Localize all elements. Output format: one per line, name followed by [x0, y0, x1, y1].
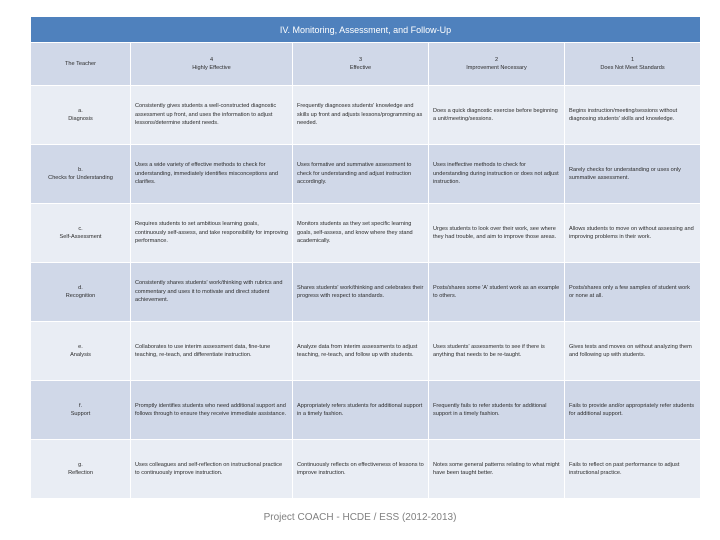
row-label — [31, 204, 131, 263]
table-cell: Analyze data from interim assessments to adjust teaching, re-teach, and follow up with students. — [293, 322, 429, 381]
table-row — [31, 145, 701, 204]
header-label: Effective — [349, 65, 372, 71]
table-cell: Posts/shares only a few samples of student work or none at all. — [565, 263, 701, 322]
table-cell: Gives tests and moves on without analyzing them and following up with students. — [565, 322, 701, 381]
header-label: Highly Effective — [192, 65, 231, 71]
table-cell: Shares students' work/thinking and celebrates their progress with respect to standards. — [293, 263, 429, 322]
row-name: Self-Assessment — [59, 234, 102, 240]
table-title: IV. Monitoring, Assessment, and Follow-Up — [31, 17, 701, 43]
row-name: Recognition — [65, 293, 96, 299]
row-letter: b. — [78, 166, 83, 173]
table-cell: Fails to provide and/or appropriately refer students for additional support. — [565, 381, 701, 440]
header-cell — [429, 43, 565, 86]
header-row — [31, 43, 701, 86]
table-cell: Requires students to set ambitious learning goals, continuously self-assess, and take responsibility for improving performance. — [131, 204, 293, 263]
table-cell: Monitors students as they set specific learning goals, self-assess, and know where they stand academically. — [293, 204, 429, 263]
header-score: 1 — [630, 56, 635, 63]
table-cell: Fails to reflect on past performance to adjust instructional practice. — [565, 440, 701, 499]
row-letter: e. — [78, 343, 83, 350]
row-letter: d. — [78, 284, 83, 291]
footer-text: Project COACH - HCDE / ESS (2012-2013) — [263, 512, 457, 523]
row-name: Diagnosis — [68, 116, 93, 122]
header-cell — [131, 43, 293, 86]
table-row — [31, 86, 701, 145]
table-cell: Continuously reflects on effectiveness of lessons to improve instruction. — [293, 440, 429, 499]
table-cell: Allows students to move on without assessing and improving problems in their work. — [565, 204, 701, 263]
table-cell: Promptly identifies students who need additional support and follows through to ensure they receive immediate assistance. — [131, 381, 293, 440]
header-label: Improvement Necessary — [466, 65, 527, 71]
table-cell: Uses a wide variety of effective methods to check for understanding, immediately identifies misconceptions and clarifies. — [131, 145, 293, 204]
row-name: Reflection — [68, 470, 93, 476]
table-cell: Consistently shares students' work/thinking with rubrics and commentary and uses it to motivate and direct student achievement. — [131, 263, 293, 322]
row-name: Support — [70, 411, 91, 417]
table-cell: Begins instruction/meeting/sessions without diagnosing students' skills and knowledge. — [565, 86, 701, 145]
row-label — [31, 381, 131, 440]
row-name: Analysis — [70, 352, 91, 358]
table-cell: Frequently fails to refer students for additional support in a timely fashion. — [429, 381, 565, 440]
table-cell: Rarely checks for understanding or uses only summative assessment. — [565, 145, 701, 204]
row-letter: a. — [78, 107, 83, 114]
row-label — [31, 263, 131, 322]
rubric-table — [30, 16, 701, 499]
table-row — [31, 381, 701, 440]
table-row — [31, 204, 701, 263]
corner-label: The Teacher — [31, 43, 131, 86]
header-score: 3 — [358, 56, 363, 63]
row-name: Checks for Understanding — [48, 175, 113, 181]
table-row — [31, 322, 701, 381]
table-cell: Uses colleagues and self-reflection on instructional practice to continuously improve instruction. — [131, 440, 293, 499]
table-cell: Uses students' assessments to see if there is anything that needs to be re-taught. — [429, 322, 565, 381]
row-label — [31, 86, 131, 145]
header-label: Does Not Meet Standards — [600, 65, 665, 71]
header-cell — [565, 43, 701, 86]
table-cell: Consistently gives students a well-constructed diagnostic assessment up front, and uses the information to adjust lessons/determine student needs. — [131, 86, 293, 145]
row-label — [31, 440, 131, 499]
row-letter: g. — [78, 461, 83, 468]
table-row — [31, 440, 701, 499]
table-row — [31, 263, 701, 322]
table-cell: Frequently diagnoses students' knowledge and skills up front and adjusts lessons/programming as needed. — [293, 86, 429, 145]
table-cell: Uses formative and summative assessment to check for understanding and adjust instruction accordingly. — [293, 145, 429, 204]
table-cell: Appropriately refers students for additional support in a timely fashion. — [293, 381, 429, 440]
table-cell: Does a quick diagnostic exercise before beginning a unit/meeting/sessions. — [429, 86, 565, 145]
table-cell: Urges students to look over their work, see where they had trouble, and aim to improve those areas. — [429, 204, 565, 263]
table-cell: Posts/shares some 'A' student work as an example to others. — [429, 263, 565, 322]
row-label — [31, 322, 131, 381]
header-cell — [293, 43, 429, 86]
row-label — [31, 145, 131, 204]
row-letter: c. — [78, 225, 83, 232]
header-score: 4 — [209, 56, 214, 63]
table-cell: Notes some general patterns relating to what might have been taught better. — [429, 440, 565, 499]
row-letter: f. — [78, 402, 83, 409]
header-score: 2 — [494, 56, 499, 63]
table-cell: Uses ineffective methods to check for understanding during instruction or does not adjust instruction. — [429, 145, 565, 204]
table-cell: Collaborates to use interim assessment data, fine-tune teaching, re-teach, and differentiate instruction. — [131, 322, 293, 381]
